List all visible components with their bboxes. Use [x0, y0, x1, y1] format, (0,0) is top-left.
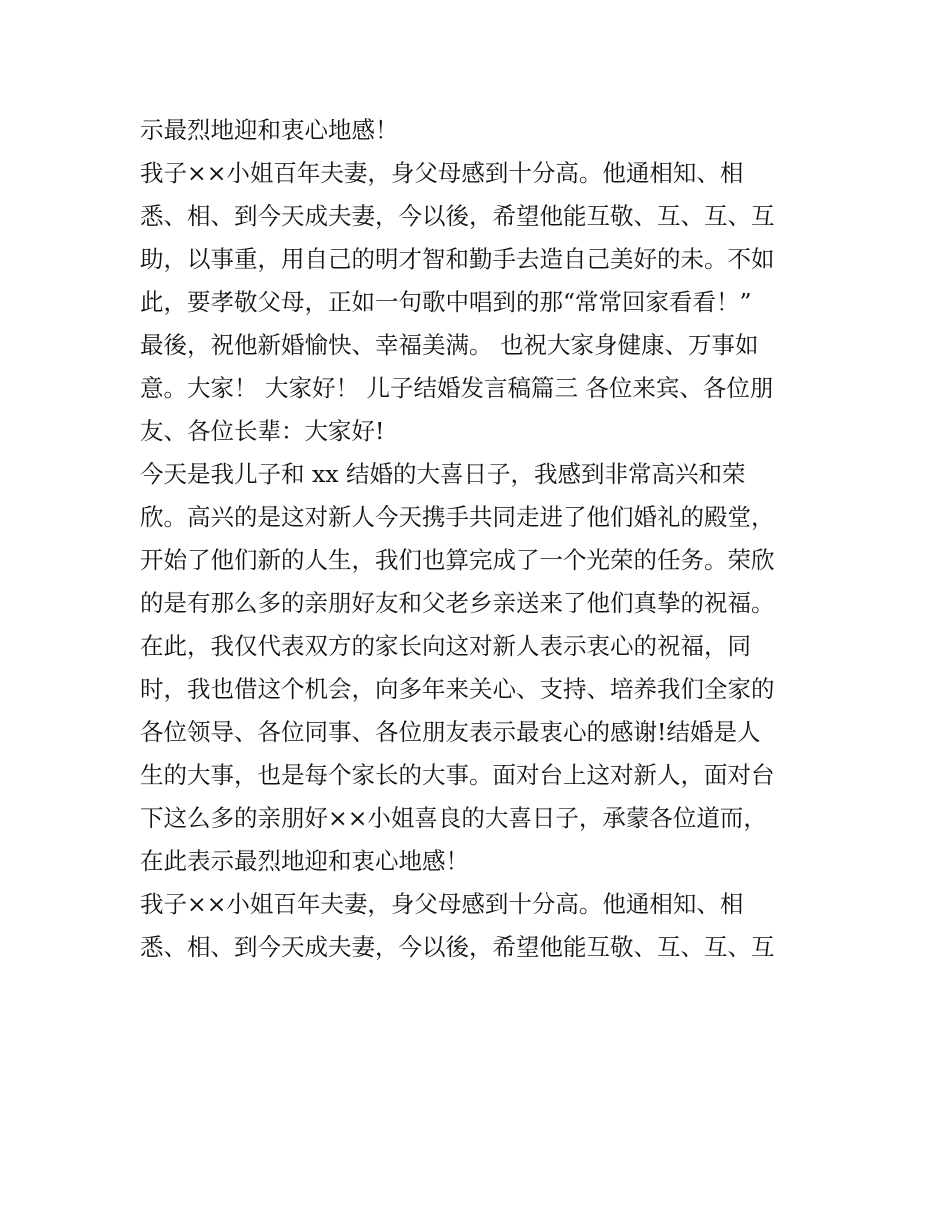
text-line: 友、各位长辈：大家好! [140, 417, 385, 445]
text-line: 今天是我儿子和 xx 结婚的大喜日子，我感到非常高兴和荣 [140, 460, 746, 488]
text-line: 下这么多的亲朋好××小姐喜良的大喜日子，承蒙各位道而， [140, 804, 767, 832]
text-line: 我子××小姐百年夫妻，身父母感到十分高。他通相知、相 [140, 890, 744, 918]
text-line: 悉、相、到今天成夫妻，今以後，希望他能互敬、互、互、互 [140, 933, 775, 961]
text-line: 时，我也借这个机会，向多年来关心、支持、培养我们全家的 [140, 675, 775, 703]
text-line: 的是有那么多的亲朋好友和父老乡亲送来了他们真挚的祝福。 [140, 589, 775, 617]
text-line: 助，以事重，用自己的明才智和勤手去造自己美好的未。不如 [140, 245, 775, 273]
text-line: 开始了他们新的人生，我们也算完成了一个光荣的任务。荣欣 [140, 546, 775, 574]
text-line: 悉、相、到今天成夫妻，今以後，希望他能互敬、互、互、互 [140, 202, 775, 230]
text-line: 在此，我仅代表双方的家长向这对新人表示衷心的祝福，同 [140, 632, 751, 660]
text-line: 此，要孝敬父母，正如一句歌中唱到的那“常常回家看看！” [140, 288, 752, 316]
text-line: 示最烈地迎和衷心地感！ [140, 116, 399, 144]
text-line: 最後，祝他新婚愉快、幸福美满。 也祝大家身健康、万事如 [140, 331, 759, 359]
text-line: 在此表示最烈地迎和衷心地感！ [140, 847, 469, 875]
text-line: 意。大家！ 大家好！ 儿子结婚发言稿篇三 各位来宾、各位朋 [140, 374, 774, 402]
text-line: 生的大事，也是每个家长的大事。面对台上这对新人，面对台 [140, 761, 775, 789]
text-line: 欣。高兴的是这对新人今天携手共同走进了他们婚礼的殿堂， [140, 503, 775, 531]
text-line: 各位领导、各位同事、各位朋友表示最衷心的感谢!结婚是人 [140, 718, 761, 746]
document-body [140, 109, 820, 969]
text-line: 我子××小姐百年夫妻，身父母感到十分高。他通相知、相 [140, 159, 744, 187]
